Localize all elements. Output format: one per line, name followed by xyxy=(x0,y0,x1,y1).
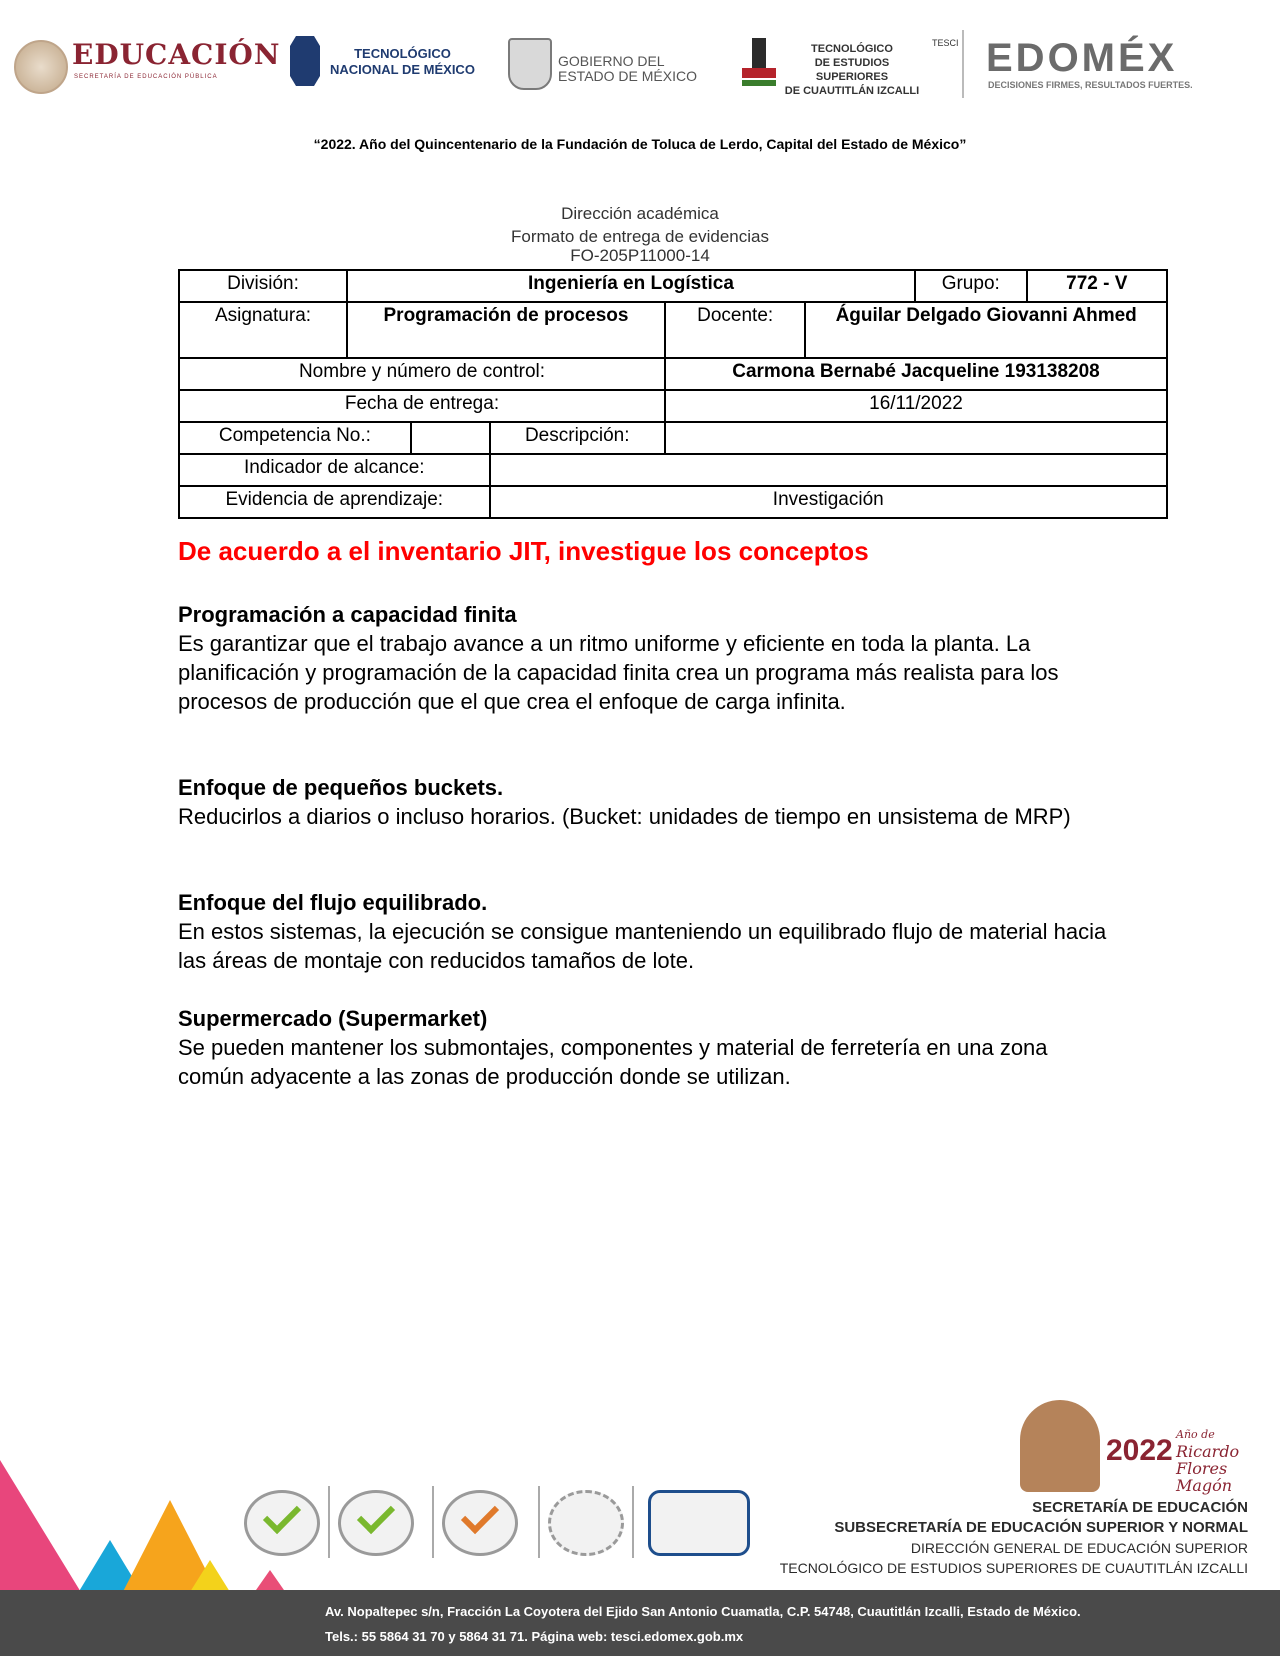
evidencia-value: Investigación xyxy=(490,486,1168,518)
indicador-value xyxy=(490,454,1168,486)
tecnm-gear-icon xyxy=(290,36,320,86)
direccion-line: DIRECCIÓN GENERAL DE EDUCACIÓN SUPERIOR xyxy=(910,1540,1248,1556)
docente-value: Águilar Delgado Giovanni Ahmed xyxy=(805,302,1167,358)
tesci-vertical-text: TESCI xyxy=(932,38,959,48)
nombre-label: Nombre y número de control: xyxy=(179,358,665,390)
indicador-label: Indicador de alcance: xyxy=(179,454,490,486)
secretaria-block xyxy=(780,1498,1248,1578)
division-value: Ingeniería en Logística xyxy=(347,270,915,302)
competencia-value xyxy=(411,422,490,454)
iso-50001-certified-icon xyxy=(442,1490,518,1556)
plastic-free-space-icon xyxy=(648,1490,750,1556)
form-header xyxy=(0,202,1280,267)
gobierno-logo: GOBIERNO DEL ESTADO DE MÉXICO xyxy=(558,53,697,84)
section-title: Enfoque del flujo equilibrado. xyxy=(178,890,488,915)
section-body: Reducirlos a diarios o incluso horarios. (Bucket: unidades de tiempo en unsistema de MRP) xyxy=(178,804,1071,829)
section-body: Es garantizar que el trabajo avance a un ritmo uniforme y eficiente en toda la planta. La planificación y programación de la capacidad finita crea un programa más realista para los procesos de producción que el que crea el enfoque de carga infinita. xyxy=(178,631,1059,714)
division-label: División: xyxy=(179,270,347,302)
fecha-label: Fecha de entrega: xyxy=(179,390,665,422)
section-title: Programación a capacidad finita xyxy=(178,602,517,627)
form-header-formato: Formato de entrega de evidencias xyxy=(511,227,769,246)
descripcion-label: Descripción: xyxy=(490,422,665,454)
tesci-emblem-icon xyxy=(742,38,776,86)
year-motto: “2022. Año del Quincentenario de la Fundación de Toluca de Lerdo, Capital del Estado de México” xyxy=(313,136,967,152)
footer-divider xyxy=(538,1486,540,1558)
section-title: Supermercado (Supermarket) xyxy=(178,1006,488,1031)
section-body: En estos sistemas, la ejecución se consigue manteniendo un equilibrado flujo de material hacia las áreas de montaje con reducidos tamaños de lote. xyxy=(178,919,1107,973)
section-title: Enfoque de pequeños buckets. xyxy=(178,775,504,800)
footer-divider xyxy=(632,1486,634,1558)
flores-magon-portrait xyxy=(1020,1400,1100,1492)
educacion-subtitle: SECRETARÍA DE EDUCACIÓN PÚBLICA xyxy=(74,74,218,80)
form-header-direccion: Dirección académica xyxy=(561,204,719,223)
section-flujo-equilibrado xyxy=(178,888,1118,975)
grupo-value: 772 - V xyxy=(1027,270,1167,302)
footer-divider xyxy=(328,1486,330,1558)
flores-magon-anniversary: 2022 Año de Ricardo Flores Magón xyxy=(1020,1400,1248,1496)
fecha-value: 16/11/2022 xyxy=(665,390,1167,422)
section-capacidad-finita xyxy=(178,600,1118,716)
section-body: Se pueden mantener los submontajes, componentes y material de ferretería en una zona común adyacente a las zonas de producción donde se utilizan. xyxy=(178,1035,1048,1089)
asignatura-label: Asignatura: xyxy=(179,302,347,358)
form-header-code: FO-205P11000-14 xyxy=(570,246,710,265)
section-pequenos-buckets xyxy=(178,773,1118,831)
footer-contact: Tels.: 55 5864 31 70 y 5864 31 71. Página web: tesci.edomex.gob.mx xyxy=(325,1629,744,1644)
docente-label: Docente: xyxy=(665,302,805,358)
tecnologico-line: TECNOLÓGICO DE ESTUDIOS SUPERIORES DE CUAUTITLÁN IZCALLI xyxy=(779,1560,1248,1576)
asignatura-value: Programación de procesos xyxy=(347,302,665,358)
secretaria-line: SECRETARÍA DE EDUCACIÓN xyxy=(1032,1499,1248,1516)
tecnm-logo: TECNOLÓGICO NACIONAL DE MÉXICO xyxy=(330,46,475,77)
descripcion-value xyxy=(665,422,1167,454)
footer-address: Av. Nopaltepec s/n, Fracción La Coyotera del Ejido San Antonio Cuamatla, C.P. 54748, Cuautitlán Izcalli, Estado de México. xyxy=(325,1604,1081,1619)
iso-9001-certified-icon xyxy=(244,1490,320,1556)
evidence-form-table xyxy=(178,269,1168,519)
header-divider xyxy=(962,30,964,98)
nombre-value: Carmona Bernabé Jacqueline 193138208 xyxy=(665,358,1167,390)
subsecretaria-line: SUBSECRETARÍA DE EDUCACIÓN SUPERIOR Y NORMAL xyxy=(834,1519,1248,1536)
edomex-slogan: DECISIONES FIRMES, RESULTADOS FUERTES. xyxy=(988,80,1193,90)
grupo-label: Grupo: xyxy=(915,270,1027,302)
page-heading: De acuerdo a el inventario JIT, investigue los conceptos xyxy=(178,536,869,566)
footer-divider xyxy=(432,1486,434,1558)
section-supermercado xyxy=(178,1004,1118,1091)
competencia-label: Competencia No.: xyxy=(179,422,411,454)
iso-14001-certified-icon xyxy=(338,1490,414,1556)
educacion-logo: EDUCACIÓN xyxy=(72,38,281,71)
equality-certification-icon xyxy=(548,1490,624,1556)
mexico-seal-icon xyxy=(14,40,68,94)
footer-bar xyxy=(0,1590,1280,1656)
header-logos xyxy=(0,30,1280,100)
tesci-logo: TECNOLÓGICO DE ESTUDIOS SUPERIORES DE CUAUTITLÁN IZCALLI xyxy=(784,43,920,97)
edomex-logo: EDOMÉX xyxy=(986,36,1178,80)
evidencia-label: Evidencia de aprendizaje: xyxy=(179,486,490,518)
edomex-shield-icon xyxy=(508,38,552,90)
